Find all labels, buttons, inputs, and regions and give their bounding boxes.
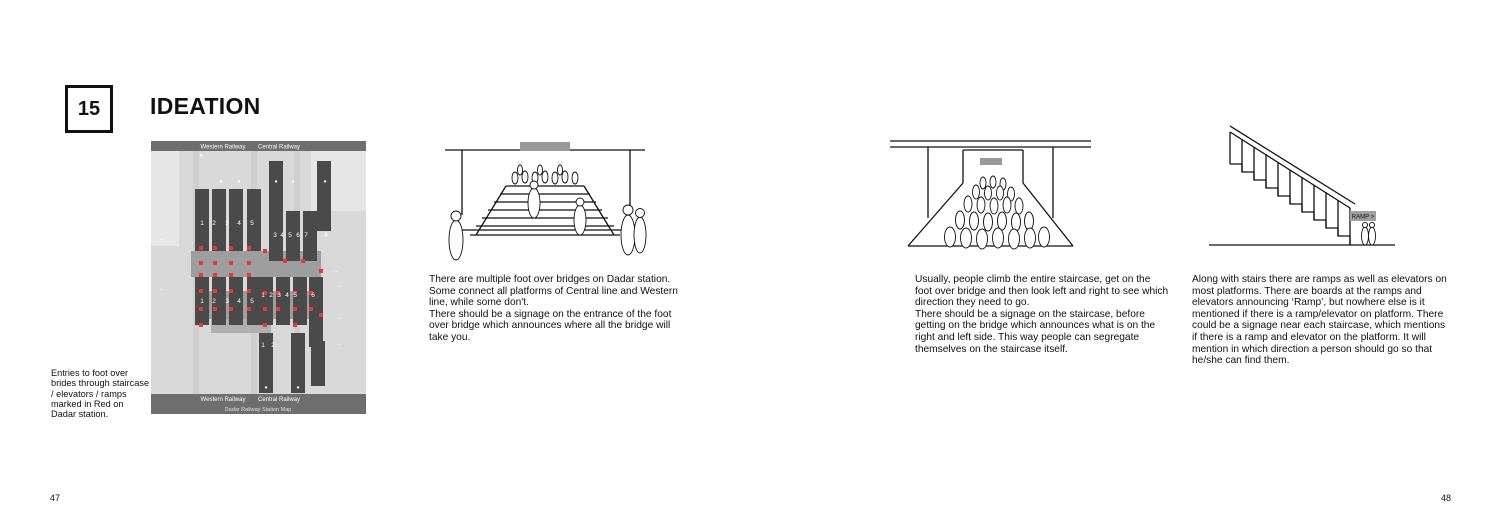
entry-marker — [247, 289, 251, 293]
platform-number: 2 — [271, 342, 275, 349]
platform-number: 3 — [225, 220, 229, 227]
map-caption: Entries to foot over brides through staircase / elevators / ramps marked in Red on Dadar station. — [51, 368, 150, 420]
entry-marker — [213, 273, 217, 277]
arrow-right-icon: → — [336, 315, 342, 321]
platform-number: 5 — [288, 232, 292, 239]
entry-marker — [199, 246, 203, 250]
entry-marker — [263, 307, 267, 311]
entry-marker — [319, 269, 323, 273]
platform-number: 4 — [237, 298, 241, 305]
page-number-right: 48 — [1441, 493, 1452, 503]
platform-number: 4 — [285, 292, 289, 299]
platform-number: 4 — [237, 220, 241, 227]
station-map-drawing — [151, 141, 366, 414]
entry-marker — [229, 261, 233, 265]
entry-marker — [199, 323, 203, 327]
platform-number: 3 — [225, 298, 229, 305]
platform-number: 2 — [269, 292, 273, 299]
idea-2-text — [915, 274, 1170, 355]
illustration-staircase-crowd — [888, 138, 1093, 253]
platform-number: 7 — [304, 232, 308, 239]
page-number-left: 47 — [50, 493, 61, 503]
platform-number: 3 — [273, 232, 277, 239]
entry-marker — [229, 307, 233, 311]
entry-marker — [309, 307, 313, 311]
idea-3-line-1: Along with stairs there are ramps as well as elevators on most platforms. There are boards at the ramps and elevators announcing ‘Ramp’, but nowhere else is it mentioned if there is a ramp/elevator on platform. There could be a signage near each staircase, which mentions if there is a ramp and elevator on the platform. It will mention in which direction a person should go so that he/she can find them. — [1192, 274, 1447, 367]
entry-marker — [213, 307, 217, 311]
entry-marker — [293, 323, 297, 327]
idea-3-text — [1192, 274, 1447, 367]
platform-number: 5 — [293, 292, 297, 299]
entry-marker — [199, 273, 203, 277]
person-icon: ● — [219, 179, 223, 185]
person-icon: ● — [199, 153, 203, 159]
platform-number: 1 — [200, 298, 204, 305]
entry-marker — [247, 273, 251, 277]
entry-marker — [319, 313, 323, 317]
arrow-right-icon: → — [336, 283, 342, 289]
platform-number: 8 — [324, 232, 328, 239]
map-footer: Dadar Railway Station Map — [224, 407, 292, 413]
map-top-label-central: Central Railway — [257, 144, 301, 151]
entry-marker — [199, 261, 203, 265]
platform-number: 6 — [311, 292, 315, 299]
person-icon: ● — [264, 385, 268, 391]
idea-1-line-1: There are multiple foot over bridges on Dadar station. Some connect all platforms of Central line and Western line, while some don't. — [429, 274, 678, 309]
entry-marker — [247, 261, 251, 265]
entry-marker — [293, 307, 297, 311]
arrow-left-icon: ← — [159, 286, 165, 292]
person-icon: ● — [274, 179, 278, 185]
idea-2-line-2: There should be a signage on the staircase, before getting on the bridge which announces what is on the right and left side. This way people can segregate themselves on the staircase itself. — [915, 308, 1156, 355]
idea-1-line-2: There should be a signage on the entrance of the foot over bridge which announces where all the bridge will take you. — [429, 308, 672, 343]
person-icon: ● — [296, 385, 300, 391]
entry-marker — [301, 259, 305, 263]
platform-number: 6 — [296, 232, 300, 239]
page-title: IDEATION — [150, 93, 261, 119]
entry-marker — [229, 289, 233, 293]
person-icon: ● — [237, 179, 241, 185]
platform-number: 5 — [250, 298, 254, 305]
person-icon: ● — [323, 179, 327, 185]
entry-marker — [199, 307, 203, 311]
idea-2-line-1: Usually, people climb the entire staircase, get on the foot over bridge and then look left and right to see which direction they need to go. — [915, 274, 1169, 309]
entry-marker — [213, 289, 217, 293]
map-bottom-label-western: Western Railway — [200, 397, 246, 403]
platform-number: 2 — [212, 220, 216, 227]
entry-marker — [229, 246, 233, 250]
entry-marker — [276, 307, 280, 311]
illustration-staircase-ramp — [1205, 124, 1395, 250]
entry-marker — [283, 259, 287, 263]
entry-marker — [263, 323, 267, 327]
section-number-box — [65, 85, 113, 133]
platform-number: 3 — [277, 292, 281, 299]
arrow-right-icon: → — [336, 341, 342, 347]
illustration-bridge-entrance — [440, 140, 655, 265]
person-icon: ● — [291, 179, 295, 185]
station-map — [151, 141, 366, 414]
entry-marker — [247, 246, 251, 250]
map-bottom-label-central: Central Railway — [257, 397, 301, 403]
platform-number: 5 — [250, 220, 254, 227]
entry-marker — [199, 289, 203, 293]
section-number: 15 — [77, 97, 101, 120]
platform-number: 1 — [200, 220, 204, 227]
arrow-left-icon: ← — [159, 236, 165, 242]
entry-marker — [247, 307, 251, 311]
map-top-label-western: Western Railway — [200, 144, 246, 151]
ramp-sign: RAMP > — [1351, 214, 1375, 221]
entry-marker — [229, 273, 233, 277]
entry-marker — [213, 246, 217, 250]
entry-marker — [213, 261, 217, 265]
platform-number: 4 — [280, 232, 284, 239]
platform-number: 2 — [212, 298, 216, 305]
platform-number: 1 — [261, 342, 265, 349]
entry-marker — [263, 249, 267, 253]
idea-1-text — [429, 274, 691, 344]
platform-number: 1 — [261, 292, 265, 299]
arrow-right-icon: → — [333, 268, 339, 274]
